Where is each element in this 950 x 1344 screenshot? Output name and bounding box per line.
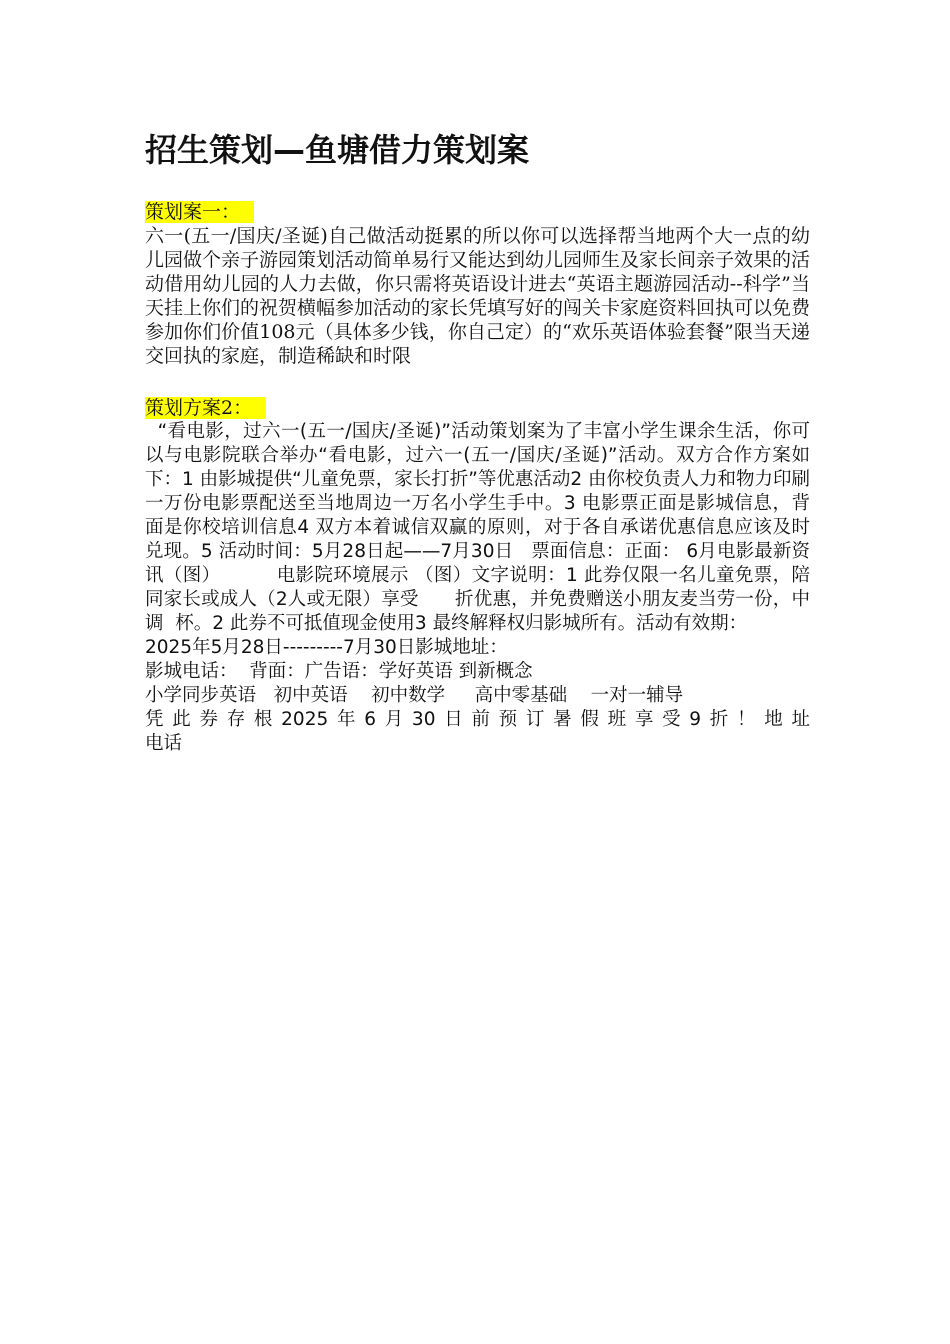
plan-two-line-validity: 2025年5月28日---------7月30日影城地址： <box>145 637 508 658</box>
document-title: 招生策划—鱼塘借力策划案 <box>145 131 530 169</box>
document-page <box>145 128 810 784</box>
plan-two-body: “看电影，过六一(五一/国庆/圣诞)”活动策划案为了丰富小学生课余生活，你可以与电影院联合举办“看电影，过六一(五一/国庆/圣诞)”活动。双方合作方案如下：1 由影城提供“儿童免票，家长打折”等优惠活动2 由你校负责人力和物力印刷一万份电影票配送至当地周边一万名小学生手中。3 电影票正面是影城信息，背面是你校培训信息4 双方本着诚信双赢的原则，对于各自承诺优惠信息应该及时兑现。5 活动时间：5月28日起——7月30日 票面信息：正面： 6月电影最新资讯（图） 电影院环境展示 （图）文字说明：1 此券仅限一名儿童免票，陪同家长或成人（2人或无限）享受 折优惠，并免费赠送小朋友麦当劳一份，中调 杯。2 此券不可抵值现金使用3 最终解释权归影城所有。活动有效期： <box>145 421 810 634</box>
plan-one-body: 六一(五一/国庆/圣诞)自己做活动挺累的所以你可以选择帮当地两个大一点的幼儿园做个亲子游园策划活动简单易行又能达到幼儿园师生及家长间亲子效果的活动借用幼儿园的人力去做，你只需将英语设计进去“英语主题游园活动--科学”当天挂上你们的祝贺横幅参加活动的家长凭填写好的闯关卡家庭资料回执可以免费参加你们价值108元（具体多少钱，你自己定）的“欢乐英语体验套餐”限当天递交回执的家庭，制造稀缺和时限 <box>145 225 811 367</box>
plan-two-heading <box>145 396 810 420</box>
plan-two-line-coupon: 凭此券存根2025年6月30日前预订暑假班享受9折！地址 <box>145 709 810 730</box>
plan-two-line-final: 电话 <box>145 733 183 754</box>
plan-one-heading-highlight: 策划案一： <box>145 201 254 223</box>
plan-two-line-phone: 影城电话： 背面：广告语：学好英语 到新概念 <box>145 661 533 682</box>
plan-one-section <box>145 200 810 368</box>
plan-two-heading-highlight: 策划方案2： <box>145 397 266 419</box>
plan-one-heading <box>145 200 810 224</box>
plan-two-section <box>145 396 810 756</box>
plan-two-line-courses: 小学同步英语 初中英语 初中数学 高中零基础 一对一辅导 <box>145 685 684 706</box>
